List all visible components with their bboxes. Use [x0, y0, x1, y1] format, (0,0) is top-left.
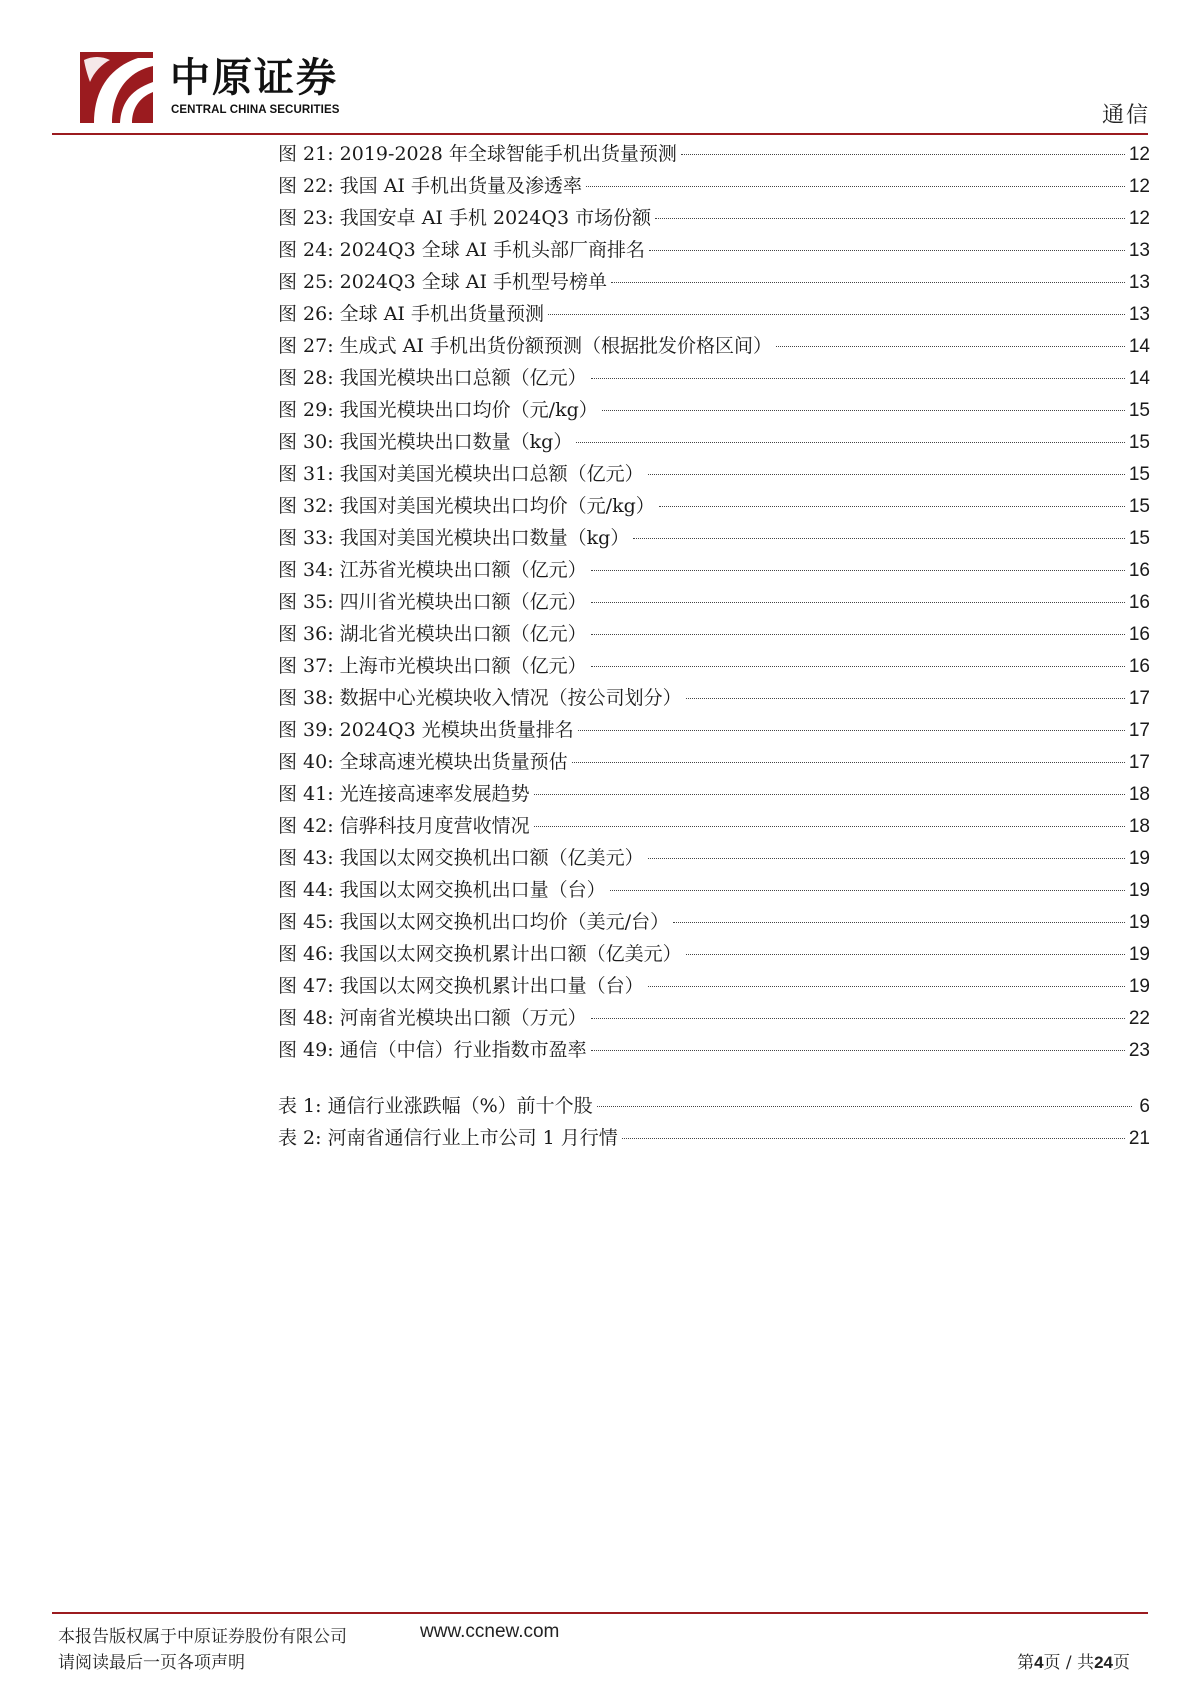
toc-entry-text: 全球 AI 手机出货量预测 [339, 303, 544, 325]
toc-entry-title [278, 202, 651, 234]
toc-entry[interactable] [278, 458, 1150, 490]
toc-entry[interactable] [278, 1002, 1150, 1034]
toc-page-number: 17 [1128, 720, 1150, 741]
footer-website-link[interactable]: www.ccnew.com [420, 1621, 560, 1642]
toc-entry-prefix: 图 46: [278, 943, 334, 965]
toc-dot-leader [591, 570, 1125, 571]
toc-entry-title [278, 810, 530, 842]
toc-entry-text: 上海市光模块出口额（亿元） [339, 655, 587, 677]
toc-dot-leader [648, 986, 1125, 987]
toc-entry-prefix: 图 24: [278, 239, 334, 261]
toc-entry[interactable] [278, 298, 1150, 330]
toc-dot-leader [610, 890, 1125, 891]
toc-entry-prefix: 图 47: [278, 975, 334, 997]
toc-entry-title [278, 906, 669, 938]
toc-entry-title [278, 458, 644, 490]
toc-dot-leader [534, 794, 1125, 795]
table-list [278, 1090, 1150, 1154]
toc-dot-leader [534, 826, 1125, 827]
toc-entry-prefix: 图 23: [278, 207, 334, 229]
toc-entry-prefix: 图 43: [278, 847, 334, 869]
toc-entry-text: 我国以太网交换机累计出口量（台） [339, 975, 644, 997]
toc-entry[interactable] [278, 522, 1150, 554]
toc-entry-text: 我国光模块出口数量（kg） [339, 431, 573, 453]
logo-mark-icon [80, 52, 153, 123]
toc-entry-title [278, 586, 587, 618]
page-prefix: 第 [1017, 1653, 1035, 1673]
footer-copyright: 本报告版权属于中原证券股份有限公司 [58, 1627, 347, 1647]
toc-entry-text: 河南省光模块出口额（万元） [339, 1007, 587, 1029]
toc-entry[interactable] [278, 170, 1150, 202]
toc-dot-leader [686, 954, 1125, 955]
toc-entry-text: 我国安卓 AI 手机 2024Q3 市场份额 [339, 207, 652, 229]
toc-entry-text: 全球高速光模块出货量预估 [339, 751, 568, 773]
toc-dot-leader [648, 858, 1125, 859]
toc-dot-leader [591, 1018, 1125, 1019]
toc-dot-leader [602, 410, 1125, 411]
toc-page-number: 15 [1128, 528, 1150, 549]
toc-entry-prefix: 图 33: [278, 527, 334, 549]
toc-entry-prefix: 图 29: [278, 399, 334, 421]
toc-page-number: 19 [1128, 976, 1150, 997]
logo-english-name: CENTRAL CHINA SECURITIES [171, 104, 340, 116]
toc-page-number: 13 [1128, 272, 1150, 293]
toc-entry[interactable] [278, 842, 1150, 874]
toc-entry-prefix: 表 1: [278, 1095, 322, 1117]
toc-entry-title [278, 714, 574, 746]
toc-entry-title [278, 266, 607, 298]
toc-entry-title [278, 138, 677, 170]
industry-label: 通信 [1101, 103, 1150, 128]
toc-page-number: 12 [1128, 208, 1150, 229]
toc-entry-text: 生成式 AI 手机出货份额预测（根据批发价格区间） [339, 335, 772, 357]
toc-dot-leader [591, 602, 1125, 603]
toc-entry[interactable] [278, 426, 1150, 458]
toc-page-number: 12 [1128, 144, 1150, 165]
toc-entry-prefix: 图 26: [278, 303, 334, 325]
header-divider [52, 133, 1148, 135]
toc-page-number: 18 [1128, 816, 1150, 837]
toc-entry-prefix: 图 49: [278, 1039, 334, 1061]
toc-entry-prefix: 图 34: [278, 559, 334, 581]
toc-entry-title [278, 298, 544, 330]
toc-entry[interactable] [278, 650, 1150, 682]
toc-entry-title [278, 682, 682, 714]
toc-dot-leader [622, 1138, 1125, 1139]
page-total: 24 [1094, 1653, 1113, 1672]
page-current: 4 [1034, 1653, 1044, 1672]
toc-page-number: 16 [1128, 656, 1150, 677]
toc-entry-title [278, 234, 645, 266]
toc-entry-text: 四川省光模块出口额（亿元） [339, 591, 587, 613]
toc-entry[interactable] [278, 1034, 1150, 1066]
toc-dot-leader [572, 762, 1125, 763]
toc-entry-title [278, 618, 587, 650]
toc-page-number: 16 [1128, 624, 1150, 645]
toc-entry-text: 光连接高速率发展趋势 [339, 783, 530, 805]
toc-dot-leader [659, 506, 1125, 507]
toc-entry-prefix: 图 37: [278, 655, 334, 677]
toc-entry-title [278, 938, 682, 970]
toc-entry-text: 我国对美国光模块出口总额（亿元） [339, 463, 644, 485]
toc-dot-leader [681, 154, 1125, 155]
toc-page-number: 21 [1128, 1128, 1150, 1149]
toc-page-number: 18 [1128, 784, 1150, 805]
toc-dot-leader [591, 1050, 1125, 1051]
toc-entry-text: 我国以太网交换机累计出口额（亿美元） [339, 943, 682, 965]
toc-dot-leader [648, 474, 1125, 475]
toc-entry-prefix: 图 44: [278, 879, 334, 901]
toc-entry[interactable] [278, 810, 1150, 842]
toc-entry-prefix: 图 32: [278, 495, 334, 517]
toc-page-number: 17 [1128, 752, 1150, 773]
toc-dot-leader [673, 922, 1125, 923]
toc-entry-prefix: 图 42: [278, 815, 334, 837]
toc-page-number: 15 [1128, 464, 1150, 485]
toc-entry[interactable] [278, 1122, 1150, 1154]
figure-list [278, 138, 1150, 1066]
toc-page-number: 19 [1128, 944, 1150, 965]
toc-entry[interactable] [278, 234, 1150, 266]
toc-entry[interactable] [278, 586, 1150, 618]
toc-entry-text: 湖北省光模块出口额（亿元） [339, 623, 587, 645]
toc-dot-leader [548, 314, 1125, 315]
toc-dot-leader [633, 538, 1125, 539]
toc-dot-leader [591, 666, 1125, 667]
toc-entry-text: 通信行业涨跌幅（%）前十个股 [327, 1095, 593, 1117]
toc-entry-text: 江苏省光模块出口额（亿元） [339, 559, 587, 581]
company-logo [80, 52, 380, 124]
toc-entry-title [278, 842, 644, 874]
toc-entry-prefix: 图 40: [278, 751, 334, 773]
toc-dot-leader [578, 730, 1125, 731]
toc-entry[interactable] [278, 394, 1150, 426]
toc-dot-leader [649, 250, 1125, 251]
page-suffix: 页 [1113, 1653, 1130, 1673]
toc-entry-text: 通信（中信）行业指数市盈率 [339, 1039, 587, 1061]
toc-entry-text: 河南省通信行业上市公司 1 月行情 [327, 1127, 618, 1149]
toc-dot-leader [686, 698, 1125, 699]
toc-entry-prefix: 图 41: [278, 783, 334, 805]
toc-entry-title [278, 426, 572, 458]
toc-dot-leader [655, 218, 1125, 219]
toc-entry-title [278, 970, 644, 1002]
toc-entry[interactable] [278, 554, 1150, 586]
toc-entry-prefix: 图 39: [278, 719, 334, 741]
page-number [1017, 1648, 1130, 1673]
toc-page-number: 16 [1128, 592, 1150, 613]
toc-dot-leader [576, 442, 1125, 443]
toc-page-number: 12 [1128, 176, 1150, 197]
page-header [0, 0, 1200, 140]
toc-entry[interactable] [278, 938, 1150, 970]
toc-entry-text: 信骅科技月度营收情况 [339, 815, 530, 837]
toc-entry-text: 我国以太网交换机出口均价（美元/台） [339, 911, 670, 933]
toc-dot-leader [591, 378, 1125, 379]
toc-entry-title [278, 1090, 593, 1122]
toc-entry-title [278, 874, 606, 906]
toc-entry-title [278, 170, 582, 202]
toc-entry-text: 2024Q3 光模块出货量排名 [339, 719, 574, 741]
toc-entry-prefix: 图 31: [278, 463, 334, 485]
toc-entry-text: 我国光模块出口总额（亿元） [339, 367, 587, 389]
toc-entry[interactable] [278, 266, 1150, 298]
toc-page-number: 13 [1128, 304, 1150, 325]
toc-entry-prefix: 图 22: [278, 175, 334, 197]
toc-entry-title [278, 778, 530, 810]
toc-entry-prefix: 图 48: [278, 1007, 334, 1029]
toc-page-number: 13 [1128, 240, 1150, 261]
toc-entry-text: 我国以太网交换机出口额（亿美元） [339, 847, 644, 869]
toc-dot-leader [586, 186, 1125, 187]
toc-entry[interactable] [278, 330, 1150, 362]
toc-entry[interactable] [278, 362, 1150, 394]
toc-entry-prefix: 图 36: [278, 623, 334, 645]
toc-page-number: 6 [1139, 1096, 1150, 1117]
toc-entry[interactable] [278, 138, 1150, 170]
toc-entry[interactable] [278, 746, 1150, 778]
toc-entry-title [278, 490, 655, 522]
footer-divider [52, 1612, 1148, 1614]
toc-dot-leader [611, 282, 1125, 283]
toc-entry-title [278, 1034, 587, 1066]
toc-entry-text: 我国光模块出口均价（元/kg） [339, 399, 598, 421]
toc-entry-prefix: 图 45: [278, 911, 334, 933]
toc-entry-title [278, 650, 587, 682]
toc-entry-prefix: 图 27: [278, 335, 334, 357]
toc-page-number: 15 [1128, 400, 1150, 421]
toc-entry[interactable] [278, 906, 1150, 938]
logo-chinese-name: 中原证券 [170, 55, 338, 101]
toc-page-number: 22 [1128, 1008, 1150, 1029]
toc-page-number: 19 [1128, 880, 1150, 901]
toc-entry-prefix: 图 35: [278, 591, 334, 613]
toc-page-number: 15 [1128, 432, 1150, 453]
toc-entry-prefix: 图 25: [278, 271, 334, 293]
toc-dot-leader [591, 634, 1125, 635]
toc-entry-prefix: 图 38: [278, 687, 334, 709]
toc-entry[interactable] [278, 714, 1150, 746]
toc-entry-text: 2019-2028 年全球智能手机出货量预测 [339, 143, 677, 165]
toc-page-number: 16 [1128, 560, 1150, 581]
toc-entry-title [278, 362, 587, 394]
toc-entry-text: 我国对美国光模块出口均价（元/kg） [339, 495, 655, 517]
toc-entry-prefix: 图 21: [278, 143, 334, 165]
toc-entry[interactable] [278, 970, 1150, 1002]
toc-entry-title [278, 1002, 587, 1034]
toc-dot-leader [597, 1106, 1132, 1107]
page-mid: 页 / 共 [1043, 1653, 1095, 1673]
toc-page-number: 23 [1128, 1040, 1150, 1061]
toc-page-number: 15 [1128, 496, 1150, 517]
toc-page-number: 19 [1128, 848, 1150, 869]
toc-entry-text: 我国以太网交换机出口量（台） [339, 879, 606, 901]
toc-entry-title [278, 522, 629, 554]
toc-entry-prefix: 表 2: [278, 1127, 322, 1149]
toc-entry-text: 2024Q3 全球 AI 手机型号榜单 [339, 271, 608, 293]
toc-page-number: 17 [1128, 688, 1150, 709]
toc-entry[interactable] [278, 490, 1150, 522]
toc-entry-title [278, 1122, 618, 1154]
toc-entry-prefix: 图 30: [278, 431, 334, 453]
toc-page-number: 19 [1128, 912, 1150, 933]
toc-entry[interactable] [278, 682, 1150, 714]
toc-entry-text: 数据中心光模块收入情况（按公司划分） [339, 687, 682, 709]
toc-dot-leader [776, 346, 1125, 347]
toc-entry-text: 2024Q3 全球 AI 手机头部厂商排名 [339, 239, 646, 261]
toc-page-number: 14 [1128, 368, 1150, 389]
toc-entry-prefix: 图 28: [278, 367, 334, 389]
toc-entry[interactable] [278, 778, 1150, 810]
toc-entry[interactable] [278, 202, 1150, 234]
toc-page-number: 14 [1128, 336, 1150, 357]
toc-entry-title [278, 330, 772, 362]
toc-entry-title [278, 394, 598, 426]
toc-entry[interactable] [278, 1090, 1150, 1122]
toc-entry-text: 我国 AI 手机出货量及渗透率 [339, 175, 582, 197]
toc-entry-title [278, 746, 568, 778]
toc-entry-text: 我国对美国光模块出口数量（kg） [339, 527, 630, 549]
toc-entry[interactable] [278, 874, 1150, 906]
toc-entry-title [278, 554, 587, 586]
footer-disclaimer: 请阅读最后一页各项声明 [58, 1653, 245, 1673]
toc-entry[interactable] [278, 618, 1150, 650]
